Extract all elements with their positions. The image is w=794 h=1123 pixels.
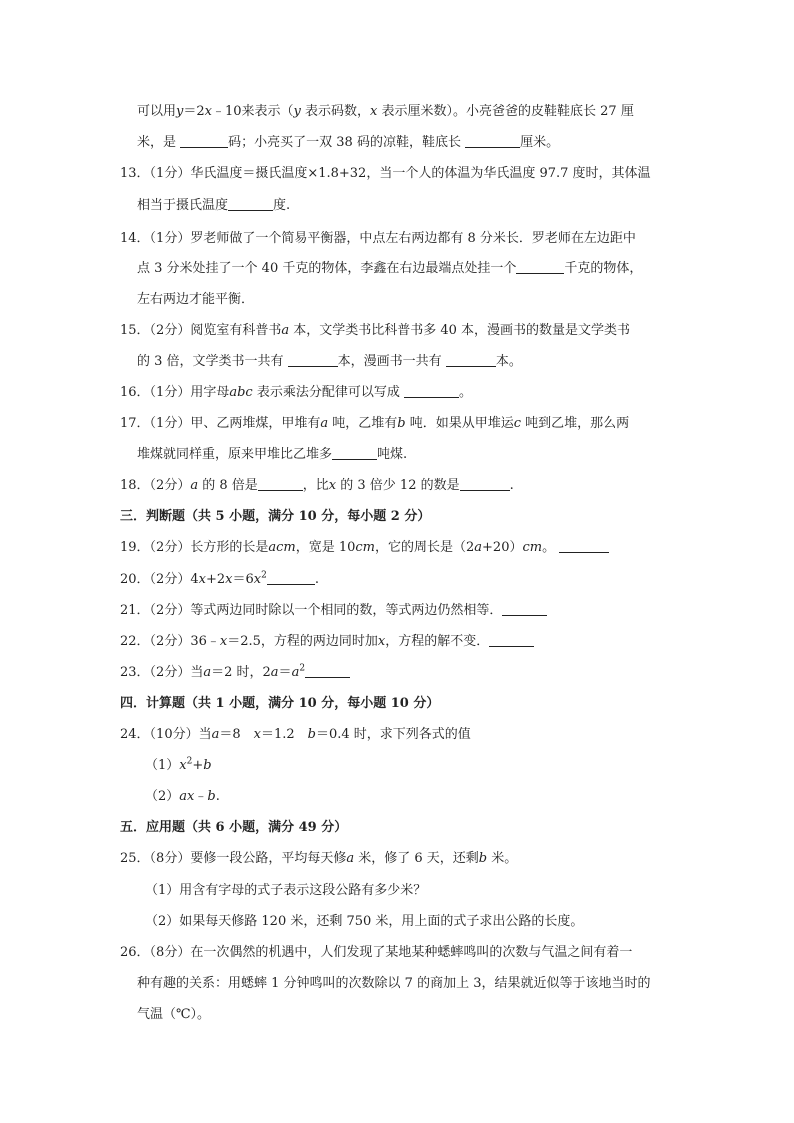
text: ﹣ xyxy=(194,789,208,804)
text: （1） xyxy=(145,758,180,773)
var: cm xyxy=(522,540,543,555)
q25-line xyxy=(120,849,517,869)
var: x xyxy=(253,727,261,742)
text: +2 xyxy=(205,572,226,587)
text: 。 xyxy=(458,385,472,400)
text: 的 3 倍，文学类书一共有 xyxy=(137,354,288,369)
answer-blank[interactable] xyxy=(465,133,520,148)
var: x xyxy=(225,572,233,587)
text: 码；小亮买了一双 38 码的凉鞋，鞋底长 xyxy=(228,135,466,150)
exponent: 2 xyxy=(261,570,267,581)
q24-sub1 xyxy=(145,756,212,776)
text: 表示码数， xyxy=(300,104,371,119)
var: y xyxy=(293,104,301,119)
text: 的 8 倍是 xyxy=(198,478,258,493)
q18-line xyxy=(120,476,514,496)
q22-line xyxy=(120,632,534,652)
var: ax xyxy=(179,789,195,804)
exponent: 2 xyxy=(299,663,306,674)
answer-blank[interactable] xyxy=(404,383,459,398)
text: 15．（2分）阅览室有科普书 xyxy=(120,323,282,338)
exponent: 2 xyxy=(186,756,193,767)
text: ＝ xyxy=(278,665,292,680)
text: 相当于摄氏温度 xyxy=(137,198,229,213)
text: 吨到乙堆，那么两 xyxy=(520,416,630,431)
var: x xyxy=(179,758,187,773)
answer-blank[interactable] xyxy=(332,445,377,460)
q14-line2 xyxy=(137,259,642,279)
answer-blank[interactable] xyxy=(502,601,547,616)
var: b xyxy=(397,416,406,431)
text: 的 3 倍少 12 的数是 xyxy=(336,478,460,493)
text: 23．（2分）当 xyxy=(120,665,204,680)
var: c xyxy=(513,416,521,431)
answer-blank[interactable] xyxy=(258,476,303,491)
text: 千克的物体， xyxy=(564,261,643,276)
text: ＝0.4 时，求下列各式的值 xyxy=(316,727,471,742)
section-heading: 三．判断题（共 5 小题，满分 10 分，每小题 2 分） xyxy=(120,509,431,524)
q13-line2 xyxy=(137,196,290,216)
section-heading: 四．计算题（共 1 小题，满分 10 分，每小题 10 分） xyxy=(120,696,440,711)
text: 米，修了 6 天，还剩 xyxy=(354,851,479,866)
var: x xyxy=(219,634,228,649)
text: 。 xyxy=(542,540,560,555)
var: a xyxy=(346,851,355,866)
var: b xyxy=(478,851,488,866)
var: x xyxy=(204,104,212,119)
text: 吨煤. xyxy=(377,447,408,462)
text: . xyxy=(314,572,319,587)
q14-line1: 14．（1分）罗老师做了一个简易平衡器，中点左右两边都有 8 分米长．罗老师在左边距中 xyxy=(120,231,636,246)
var: a xyxy=(474,540,483,555)
q23-line xyxy=(120,663,350,683)
text: + xyxy=(192,758,204,773)
answer-blank[interactable] xyxy=(446,352,496,367)
text: ＝2.5，方程的两边同时加 xyxy=(227,634,378,649)
answer-blank[interactable] xyxy=(228,196,273,211)
q26-line2: 种有趣的关系：用蟋蟀 1 分钟鸣叫的次数除以 7 的商加上 3，结果就近似等于该地当时的 xyxy=(137,976,651,991)
text: ，它的周长是（2 xyxy=(374,540,475,555)
text: ，宽是 10 xyxy=(295,540,356,555)
text: ＝2 时，2 xyxy=(211,665,271,680)
var: x xyxy=(253,572,262,587)
text: 厘米。 xyxy=(520,135,560,150)
text: 度. xyxy=(273,198,291,213)
text: 表示乘法分配律可以写成 xyxy=(252,385,404,400)
q25-sub1: （1）用含有字母的式子表示这段公路有多少米？ xyxy=(145,883,427,898)
text: 16．（1分）用字母 xyxy=(120,385,230,400)
text: +20） xyxy=(482,540,523,555)
text: ，比 xyxy=(302,478,329,493)
text: 吨．如果从甲堆运 xyxy=(405,416,514,431)
q25-sub2: （2）如果每天修路 120 米，还剩 750 米，用上面的式子求出公路的长度。 xyxy=(145,914,584,929)
text: 18．（2分） xyxy=(120,478,191,493)
q17-line2 xyxy=(137,445,407,465)
text: ＝1.2 xyxy=(260,727,308,742)
q24-line xyxy=(120,725,471,745)
text: . xyxy=(509,478,514,493)
text: 堆煤就同样重，原来甲堆比乙堆多 xyxy=(137,447,333,462)
text: 本，文学类书比科普书多 40 本，漫画书的数量是文学类书 xyxy=(289,323,631,338)
text: 19．（2分）长方形的长是 xyxy=(120,540,269,555)
var: a xyxy=(190,478,199,493)
q21-line xyxy=(120,601,547,621)
answer-blank[interactable] xyxy=(559,538,609,553)
var: b xyxy=(207,789,216,804)
answer-blank[interactable] xyxy=(516,259,564,274)
text: 本，漫画书一共有 xyxy=(337,354,446,369)
q16-line xyxy=(120,383,472,403)
q12-line1 xyxy=(137,102,634,122)
var: a xyxy=(320,416,329,431)
q15-line1 xyxy=(120,321,630,341)
var: b xyxy=(203,758,212,773)
answer-blank[interactable] xyxy=(305,663,350,678)
var: x xyxy=(328,478,337,493)
text: 24．（10分）当 xyxy=(120,727,212,742)
q26-line3: 气温（℃）。 xyxy=(137,1007,211,1022)
q26-line1: 26．（8分）在一次偶然的机遇中，人们发现了某地某种蟋蟀鸣叫的次数与气温之间有着一 xyxy=(120,945,633,960)
var: b xyxy=(307,727,316,742)
var: cm xyxy=(355,540,375,555)
text: （2） xyxy=(145,789,180,804)
var: a xyxy=(291,665,300,680)
var: a xyxy=(270,665,279,680)
text: ﹣10来表示（ xyxy=(212,104,294,119)
var: x xyxy=(377,634,386,649)
text: ＝2 xyxy=(183,104,205,119)
var: acm xyxy=(268,540,296,555)
text: ＝8 xyxy=(219,727,254,742)
answer-blank[interactable] xyxy=(489,632,534,647)
q17-line1 xyxy=(120,414,629,434)
answer-blank[interactable] xyxy=(288,352,338,367)
q15-line2 xyxy=(137,352,522,372)
text: 25．（8分）要修一段公路，平均每天修 xyxy=(120,851,347,866)
var: abc xyxy=(229,385,253,400)
var: x xyxy=(198,572,206,587)
q12-line2 xyxy=(137,133,559,153)
answer-blank[interactable] xyxy=(267,570,315,585)
var: a xyxy=(281,323,290,338)
section-heading: 五．应用题（共 6 小题，满分 49 分） xyxy=(120,820,348,835)
q20-line xyxy=(120,570,319,590)
text: 米。 xyxy=(487,851,518,866)
var: a xyxy=(211,727,220,742)
text: 吨，乙堆有 xyxy=(328,416,398,431)
text: 点 3 分米处挂了一个 40 千克的物体，李鑫在右边最端点处挂一个 xyxy=(137,261,517,276)
var: a xyxy=(203,665,212,680)
q14-line3: 左右两边才能平衡． xyxy=(137,292,255,307)
text: 可以用 xyxy=(137,104,177,119)
q24-sub2 xyxy=(145,787,220,807)
text: 米，是 xyxy=(137,135,181,150)
text: 21．（2分）等式两边同时除以一个相同的数，等式两边仍然相等． xyxy=(120,603,503,618)
var: x xyxy=(370,104,378,119)
q19-line xyxy=(120,538,609,558)
q13-line1: 13．（1分）华氏温度＝摄氏温度×1.8+32，当一个人的体温为华氏温度 97.7 度时，其体温 xyxy=(120,166,651,181)
text: 22．（2分）36﹣ xyxy=(120,634,220,649)
var: y xyxy=(176,104,184,119)
text: 20．（2分）4 xyxy=(120,572,199,587)
text: 本。 xyxy=(495,354,522,369)
answer-blank[interactable] xyxy=(460,476,510,491)
answer-blank[interactable] xyxy=(180,133,228,148)
text: 表示厘米数）。小亮爸爸的皮鞋鞋底长 27 厘 xyxy=(377,104,634,119)
text: ，方程的解不变． xyxy=(385,634,490,649)
text: ＝6 xyxy=(232,572,254,587)
text: 17．（1分）甲、乙两堆煤，甲堆有 xyxy=(120,416,321,431)
text: . xyxy=(215,789,220,804)
